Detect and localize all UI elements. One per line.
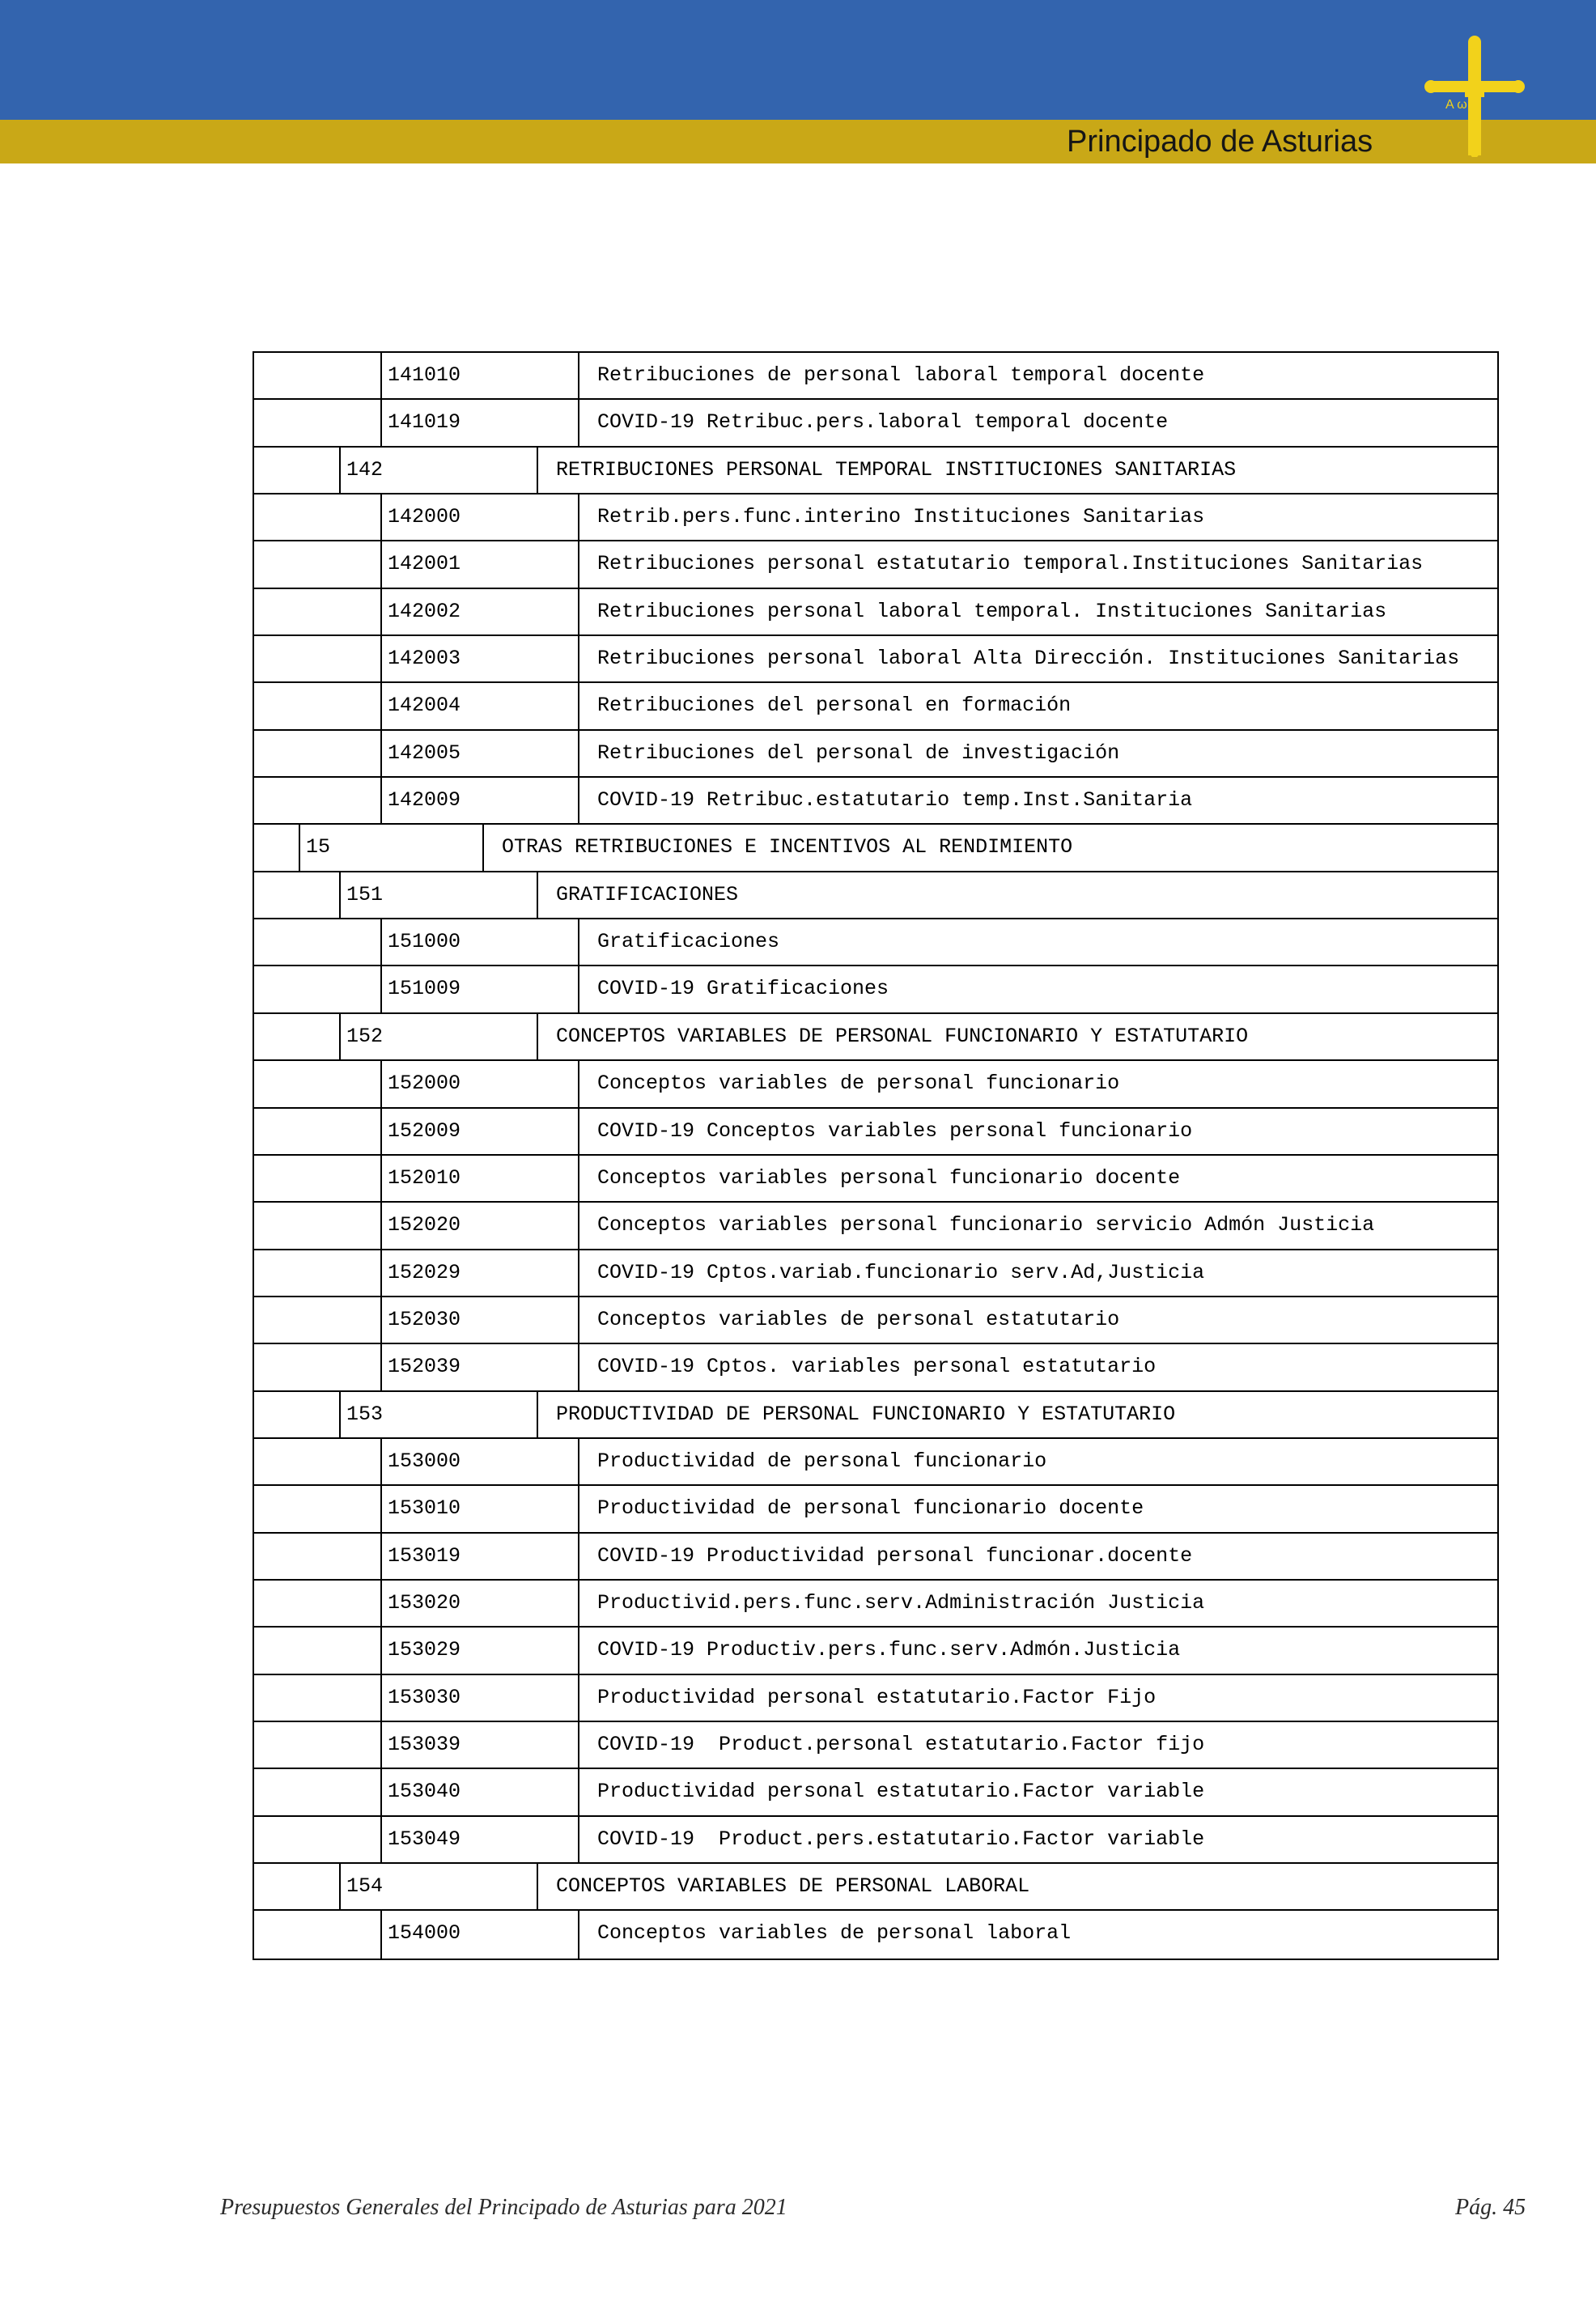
table-row bbox=[254, 1439, 1497, 1486]
concept-description-cell: Retribuciones del personal de investigación bbox=[578, 731, 1497, 776]
concept-code-cell: 153029 bbox=[380, 1628, 578, 1673]
indent-cell bbox=[254, 448, 339, 493]
table-row bbox=[254, 1392, 1497, 1439]
concept-description-cell: COVID-19 Productividad personal funcionar.docente bbox=[578, 1534, 1497, 1579]
concept-description-cell: COVID-19 Conceptos variables personal funcionario bbox=[578, 1109, 1497, 1154]
concept-description-cell: COVID-19 Retribuc.pers.laboral temporal docente bbox=[578, 400, 1497, 445]
table-row bbox=[254, 1534, 1497, 1581]
concept-description-cell: COVID-19 Product.personal estatutario.Factor fijo bbox=[578, 1722, 1497, 1768]
footer-page-number: Pág. 45 bbox=[1455, 2195, 1526, 2220]
concept-code-cell: 153010 bbox=[380, 1486, 578, 1531]
indent-cell bbox=[254, 966, 380, 1012]
concept-description-cell: COVID-19 Product.pers.estatutario.Factor variable bbox=[578, 1817, 1497, 1862]
concept-description-cell: Conceptos variables personal funcionario docente bbox=[578, 1156, 1497, 1201]
concept-code-cell: 152039 bbox=[380, 1344, 578, 1390]
table-row bbox=[254, 731, 1497, 778]
table-row bbox=[254, 1250, 1497, 1297]
table-row bbox=[254, 1297, 1497, 1344]
concept-code-cell: 142009 bbox=[380, 778, 578, 823]
concept-description-cell: Retribuciones del personal en formación bbox=[578, 683, 1497, 728]
concept-code-cell: 142 bbox=[339, 448, 537, 493]
concept-code-cell: 142005 bbox=[380, 731, 578, 776]
concept-code-cell: 142001 bbox=[380, 541, 578, 587]
table-row bbox=[254, 541, 1497, 588]
indent-cell bbox=[254, 636, 380, 681]
concept-code-cell: 141010 bbox=[380, 353, 578, 398]
concept-description-cell: Productividad personal estatutario.Factor variable bbox=[578, 1769, 1497, 1814]
concept-code-cell: 153 bbox=[339, 1392, 537, 1437]
concept-description-cell: Conceptos variables de personal estatutario bbox=[578, 1297, 1497, 1343]
indent-cell bbox=[254, 1061, 380, 1106]
indent-cell bbox=[254, 1439, 380, 1484]
concept-code-cell: 152010 bbox=[380, 1156, 578, 1201]
concept-code-cell: 153030 bbox=[380, 1675, 578, 1721]
table-row bbox=[254, 1817, 1497, 1864]
concept-code-cell: 151 bbox=[339, 872, 537, 918]
concept-code-cell: 142000 bbox=[380, 494, 578, 540]
table-row bbox=[254, 872, 1497, 919]
indent-cell bbox=[254, 825, 299, 870]
indent-cell bbox=[254, 1628, 380, 1673]
concept-code-cell: 142002 bbox=[380, 589, 578, 634]
table-row bbox=[254, 1486, 1497, 1533]
concept-description-cell: Gratificaciones bbox=[578, 919, 1497, 965]
indent-cell bbox=[254, 1486, 380, 1531]
indent-cell bbox=[254, 1392, 339, 1437]
concept-description-cell: Conceptos variables personal funcionario servicio Admón Justicia bbox=[578, 1203, 1497, 1248]
concept-code-cell: 151009 bbox=[380, 966, 578, 1012]
indent-cell bbox=[254, 872, 339, 918]
table-row bbox=[254, 589, 1497, 636]
indent-cell bbox=[254, 1864, 339, 1909]
table-row bbox=[254, 1769, 1497, 1816]
concept-description-cell: Productividad de personal funcionario bbox=[578, 1439, 1497, 1484]
indent-cell bbox=[254, 353, 380, 398]
concept-description-cell: Conceptos variables de personal laboral bbox=[578, 1911, 1497, 1958]
table-row bbox=[254, 966, 1497, 1013]
indent-cell bbox=[254, 400, 380, 445]
table-row bbox=[254, 683, 1497, 730]
concept-code-cell: 153019 bbox=[380, 1534, 578, 1579]
indent-cell bbox=[254, 1722, 380, 1768]
table-row bbox=[254, 1061, 1497, 1108]
concept-code-cell: 154000 bbox=[380, 1911, 578, 1958]
indent-cell bbox=[254, 1109, 380, 1154]
table-row bbox=[254, 1109, 1497, 1156]
victory-cross-icon bbox=[1424, 36, 1525, 157]
concept-code-cell: 153040 bbox=[380, 1769, 578, 1814]
indent-cell bbox=[254, 1675, 380, 1721]
footer-title: Presupuestos Generales del Principado de Asturias para 2021 bbox=[220, 2195, 787, 2220]
concept-code-cell: 154 bbox=[339, 1864, 537, 1909]
indent-cell bbox=[254, 1817, 380, 1862]
indent-cell bbox=[254, 1297, 380, 1343]
table-row bbox=[254, 825, 1497, 872]
indent-cell bbox=[254, 1203, 380, 1248]
concept-description-cell: COVID-19 Cptos.variab.funcionario serv.Ad,Justicia bbox=[578, 1250, 1497, 1296]
table-row bbox=[254, 1203, 1497, 1250]
table-row bbox=[254, 1722, 1497, 1769]
indent-cell bbox=[254, 494, 380, 540]
table-row bbox=[254, 448, 1497, 494]
indent-cell bbox=[254, 919, 380, 965]
concept-code-cell: 152029 bbox=[380, 1250, 578, 1296]
indent-cell bbox=[254, 1250, 380, 1296]
concept-description-cell: Retribuciones personal laboral temporal. Instituciones Sanitarias bbox=[578, 589, 1497, 634]
concept-description-cell: CONCEPTOS VARIABLES DE PERSONAL LABORAL bbox=[537, 1864, 1497, 1909]
indent-cell bbox=[254, 1534, 380, 1579]
table-row bbox=[254, 353, 1497, 400]
brand-title: Principado de Asturias bbox=[1067, 125, 1373, 159]
concept-description-cell: Retribuciones personal estatutario temporal.Instituciones Sanitarias bbox=[578, 541, 1497, 587]
concept-description-cell: CONCEPTOS VARIABLES DE PERSONAL FUNCIONARIO Y ESTATUTARIO bbox=[537, 1014, 1497, 1059]
concept-code-cell: 153049 bbox=[380, 1817, 578, 1862]
concept-description-cell: Productividad de personal funcionario docente bbox=[578, 1486, 1497, 1531]
table-row bbox=[254, 636, 1497, 683]
concept-code-cell: 153000 bbox=[380, 1439, 578, 1484]
indent-cell bbox=[254, 1156, 380, 1201]
concept-description-cell: COVID-19 Cptos. variables personal estatutario bbox=[578, 1344, 1497, 1390]
table-row bbox=[254, 400, 1497, 447]
indent-cell bbox=[254, 1344, 380, 1390]
indent-cell bbox=[254, 1014, 339, 1059]
indent-cell bbox=[254, 1911, 380, 1958]
table-row bbox=[254, 1864, 1497, 1911]
concept-description-cell: Retribuciones de personal laboral temporal docente bbox=[578, 353, 1497, 398]
concept-description-cell: RETRIBUCIONES PERSONAL TEMPORAL INSTITUCIONES SANITARIAS bbox=[537, 448, 1497, 493]
concept-description-cell: Retribuciones personal laboral Alta Dirección. Instituciones Sanitarias bbox=[578, 636, 1497, 681]
concept-description-cell: PRODUCTIVIDAD DE PERSONAL FUNCIONARIO Y ESTATUTARIO bbox=[537, 1392, 1497, 1437]
concept-code-cell: 153039 bbox=[380, 1722, 578, 1768]
table-row bbox=[254, 1628, 1497, 1674]
concept-description-cell: Productivid.pers.func.serv.Administración Justicia bbox=[578, 1581, 1497, 1626]
table-row bbox=[254, 1156, 1497, 1203]
concept-code-cell: 152 bbox=[339, 1014, 537, 1059]
concept-code-cell: 152000 bbox=[380, 1061, 578, 1106]
concept-description-cell: COVID-19 Retribuc.estatutario temp.Inst.Sanitaria bbox=[578, 778, 1497, 823]
concept-description-cell: Productividad personal estatutario.Factor Fijo bbox=[578, 1675, 1497, 1721]
concept-description-cell: GRATIFICACIONES bbox=[537, 872, 1497, 918]
concept-code-cell: 152020 bbox=[380, 1203, 578, 1248]
header-blue-band bbox=[0, 0, 1596, 120]
concept-code-cell: 142003 bbox=[380, 636, 578, 681]
concept-description-cell: Conceptos variables de personal funcionario bbox=[578, 1061, 1497, 1106]
emblem-letters: A ω bbox=[1445, 98, 1467, 112]
concept-description-cell: COVID-19 Productiv.pers.func.serv.Admón.Justicia bbox=[578, 1628, 1497, 1673]
concept-code-cell: 142004 bbox=[380, 683, 578, 728]
table-row bbox=[254, 1014, 1497, 1061]
concept-code-cell: 152030 bbox=[380, 1297, 578, 1343]
table-row bbox=[254, 1911, 1497, 1958]
table-row bbox=[254, 1344, 1497, 1391]
concept-code-cell: 153020 bbox=[380, 1581, 578, 1626]
table-row bbox=[254, 778, 1497, 825]
concept-code-cell: 15 bbox=[299, 825, 482, 870]
concept-code-cell: 152009 bbox=[380, 1109, 578, 1154]
indent-cell bbox=[254, 541, 380, 587]
concept-description-cell: OTRAS RETRIBUCIONES E INCENTIVOS AL RENDIMIENTO bbox=[482, 825, 1497, 870]
indent-cell bbox=[254, 1581, 380, 1626]
budget-concepts-table bbox=[253, 351, 1499, 1960]
table-row bbox=[254, 1675, 1497, 1722]
indent-cell bbox=[254, 1769, 380, 1814]
concept-description-cell: COVID-19 Gratificaciones bbox=[578, 966, 1497, 1012]
indent-cell bbox=[254, 683, 380, 728]
indent-cell bbox=[254, 778, 380, 823]
concept-code-cell: 141019 bbox=[380, 400, 578, 445]
indent-cell bbox=[254, 589, 380, 634]
table-row bbox=[254, 1581, 1497, 1628]
indent-cell bbox=[254, 731, 380, 776]
concept-description-cell: Retrib.pers.func.interino Instituciones Sanitarias bbox=[578, 494, 1497, 540]
table-row bbox=[254, 919, 1497, 966]
concept-code-cell: 151000 bbox=[380, 919, 578, 965]
table-row bbox=[254, 494, 1497, 541]
